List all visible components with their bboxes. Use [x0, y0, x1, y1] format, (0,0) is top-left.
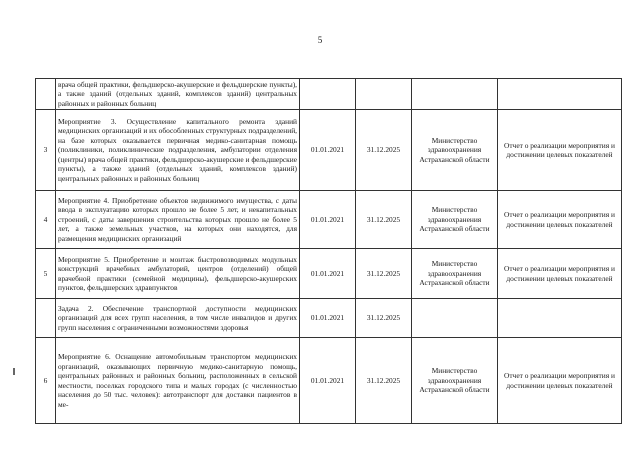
executor: Министерство здравоохранения Астраханской области — [412, 338, 498, 424]
measure-description: Мероприятие 4. Приобретение объектов недвижимого имущества, с даты ввода в эксплуатацию которых прошло не более 5 лет, и некапитальных строений, с даты завершения строительства которых прошло не более 5 лет, а также земельных участков, на которых они находятся, для размещения медицинских организаций — [56, 191, 300, 249]
table-row — [36, 249, 622, 299]
measures-table — [35, 78, 622, 424]
start-date: 01.01.2021 — [300, 249, 356, 299]
executor: Министерство здравоохранения Астраханской области — [412, 110, 498, 191]
report-form: Отчет о реализации мероприятия и достижении целевых показателей — [498, 249, 622, 299]
row-number: 4 — [36, 191, 56, 249]
end-date: 31.12.2025 — [356, 191, 412, 249]
start-date: 01.01.2021 — [300, 299, 356, 338]
report-form: Отчет о реализации мероприятия и достижении целевых показателей — [498, 110, 622, 191]
end-date: 31.12.2025 — [356, 299, 412, 338]
table-row — [36, 79, 622, 110]
task-description: Задача 2. Обеспечение транспортной доступности медицинских организаций для всех групп населения, в том числе инвалидов и других групп населения с ограниченными возможностями здоровья — [56, 299, 300, 338]
start-date: 01.01.2021 — [300, 191, 356, 249]
measure-description: Мероприятие 5. Приобретение и монтаж быстровозводимых модульных конструкций врачебных амбулаторий, центров (отделений) общей врачебной практики (семейной медицины), фельдшерско-акушерских пунктов, фельдшерских здравпунктов — [56, 249, 300, 299]
start-date — [300, 79, 356, 110]
end-date — [356, 79, 412, 110]
report-form: Отчет о реализации мероприятия и достижении целевых показателей — [498, 191, 622, 249]
start-date: 01.01.2021 — [300, 338, 356, 424]
measure-description: Мероприятие 6. Оснащение автомобильным транспортом медицинских организаций, оказывающих первичную медико-санитарную помощь, центральных районных и районных больниц, расположенных в сельской местности, поселках городского типа и малых городах (с численностью населения до 50 тыс. человек): автотранспорт для доставки пациентов в ме- — [56, 338, 300, 424]
row-number: 5 — [36, 249, 56, 299]
executor — [412, 299, 498, 338]
end-date: 31.12.2025 — [356, 110, 412, 191]
table-row — [36, 191, 622, 249]
table-row — [36, 110, 622, 191]
page-number: 5 — [317, 35, 323, 45]
report-form — [498, 299, 622, 338]
executor: Министерство здравоохранения Астраханской области — [412, 191, 498, 249]
executor — [412, 79, 498, 110]
row-number: 6 — [36, 338, 56, 424]
measure-description: Мероприятие 3. Осуществление капитального ремонта зданий медицинских организаций и их обособленных структурных подразделений, на базе которых оказывается первичная медико-санитарная помощь (поликлиники, поликлинические подразделения, амбулатории отделения (центры) врача общей практики, фельдшерско-акушерские и фельдшерские пункты), а также зданий (отдельных зданий, комплексов зданий) центральных районных и районных больниц — [56, 110, 300, 191]
end-date: 31.12.2025 — [356, 249, 412, 299]
start-date: 01.01.2021 — [300, 110, 356, 191]
executor: Министерство здравоохранения Астраханской области — [412, 249, 498, 299]
table-row — [36, 338, 622, 424]
row-number — [36, 299, 56, 338]
row-number: 3 — [36, 110, 56, 191]
table-row — [36, 299, 622, 338]
row-number — [36, 79, 56, 110]
end-date: 31.12.2025 — [356, 338, 412, 424]
report-form — [498, 79, 622, 110]
scan-edge-mark — [13, 368, 15, 375]
measure-description: врача общей практики, фельдшерско-акушерские и фельдшерские пункты), а также зданий (отдельных зданий, комплексов зданий) центральных районных и районных больниц — [56, 79, 300, 110]
report-form: Отчет о реализации мероприятия и достижении целевых показателей — [498, 338, 622, 424]
